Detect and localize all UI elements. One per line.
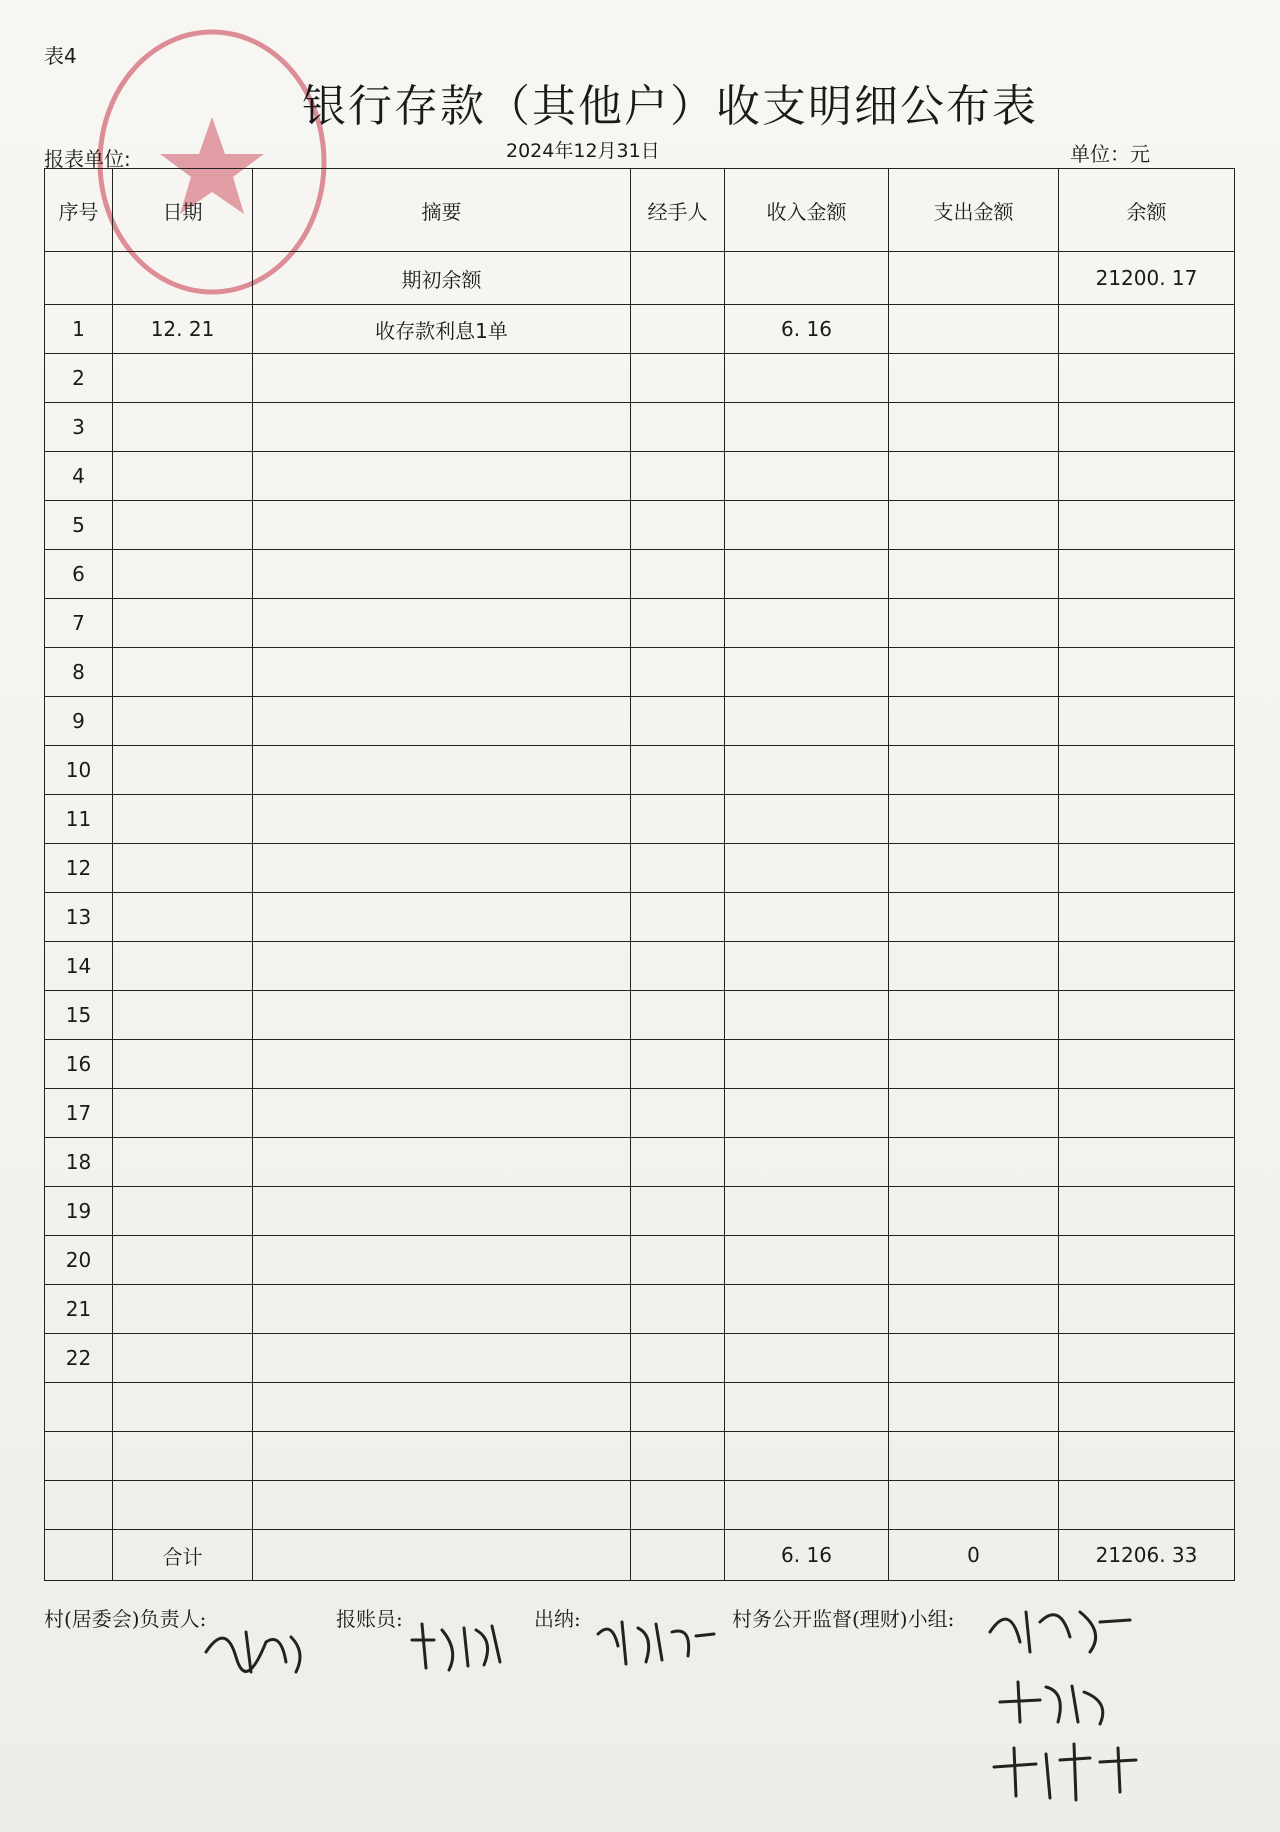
accountant-handwritten-signature bbox=[404, 1610, 514, 1676]
row-seq: 15 bbox=[45, 991, 113, 1040]
table-row bbox=[45, 1236, 1235, 1285]
col-header-seq: 序号 bbox=[45, 169, 113, 252]
table-row bbox=[45, 550, 1235, 599]
row-seq: 1 bbox=[45, 305, 113, 354]
total-balance: 21206. 33 bbox=[1059, 1530, 1235, 1581]
table-row bbox=[45, 1187, 1235, 1236]
total-row bbox=[45, 1530, 1235, 1581]
table-row-blank bbox=[45, 1432, 1235, 1481]
opening-summary: 期初余额 bbox=[253, 252, 631, 305]
ledger-table bbox=[44, 168, 1235, 1581]
supervisor-signature-label: 村务公开监督(理财)小组: bbox=[732, 1607, 955, 1631]
col-header-expense: 支出金额 bbox=[889, 169, 1059, 252]
row-seq: 20 bbox=[45, 1236, 113, 1285]
reporting-unit-label: 报表单位: bbox=[44, 147, 131, 171]
table-row bbox=[45, 942, 1235, 991]
row-seq: 4 bbox=[45, 452, 113, 501]
table-row bbox=[45, 697, 1235, 746]
opening-balance: 21200. 17 bbox=[1059, 252, 1235, 305]
row-income: 6. 16 bbox=[725, 305, 889, 354]
table-row bbox=[45, 746, 1235, 795]
row-seq: 5 bbox=[45, 501, 113, 550]
currency-unit: 单位：元 bbox=[1070, 142, 1150, 166]
cashier-handwritten-signature bbox=[592, 1606, 722, 1670]
table-row bbox=[45, 1334, 1235, 1383]
table-row bbox=[45, 1138, 1235, 1187]
row-seq: 7 bbox=[45, 599, 113, 648]
supervisor-handwritten-signatures bbox=[980, 1592, 1150, 1812]
total-income: 6. 16 bbox=[725, 1530, 889, 1581]
table-row bbox=[45, 893, 1235, 942]
header-row bbox=[45, 169, 1235, 252]
row-seq: 12 bbox=[45, 844, 113, 893]
col-header-handler: 经手人 bbox=[631, 169, 725, 252]
table-row bbox=[45, 452, 1235, 501]
table-row bbox=[45, 305, 1235, 354]
opening-balance-row bbox=[45, 252, 1235, 305]
row-seq: 16 bbox=[45, 1040, 113, 1089]
row-seq: 8 bbox=[45, 648, 113, 697]
col-header-income: 收入金额 bbox=[725, 169, 889, 252]
row-seq: 14 bbox=[45, 942, 113, 991]
row-expense bbox=[889, 305, 1059, 354]
cashier-signature-label: 出纳: bbox=[534, 1607, 581, 1631]
row-seq: 9 bbox=[45, 697, 113, 746]
row-date: 12. 21 bbox=[113, 305, 253, 354]
table-row bbox=[45, 795, 1235, 844]
table-row bbox=[45, 354, 1235, 403]
form-number: 表4 bbox=[44, 44, 77, 68]
row-seq: 10 bbox=[45, 746, 113, 795]
table-row-blank bbox=[45, 1383, 1235, 1432]
row-handler bbox=[631, 305, 725, 354]
row-seq: 6 bbox=[45, 550, 113, 599]
table-row bbox=[45, 991, 1235, 1040]
table-row-blank bbox=[45, 1481, 1235, 1530]
row-seq: 21 bbox=[45, 1285, 113, 1334]
col-header-date: 日期 bbox=[113, 169, 253, 252]
row-balance bbox=[1059, 305, 1235, 354]
table-row bbox=[45, 1040, 1235, 1089]
row-seq: 11 bbox=[45, 795, 113, 844]
row-summary: 收存款利息1单 bbox=[253, 305, 631, 354]
table-row bbox=[45, 403, 1235, 452]
row-seq: 18 bbox=[45, 1138, 113, 1187]
total-expense: 0 bbox=[889, 1530, 1059, 1581]
row-seq: 19 bbox=[45, 1187, 113, 1236]
row-seq: 2 bbox=[45, 354, 113, 403]
total-label: 合计 bbox=[113, 1530, 253, 1581]
accountant-signature-label: 报账员: bbox=[336, 1607, 403, 1631]
page-title: 银行存款（其他户）收支明细公布表 bbox=[302, 81, 1038, 132]
col-header-balance: 余额 bbox=[1059, 169, 1235, 252]
row-seq: 3 bbox=[45, 403, 113, 452]
head-handwritten-signature bbox=[196, 1612, 316, 1682]
head-signature-label: 村(居委会)负责人: bbox=[44, 1607, 207, 1631]
table-row bbox=[45, 1285, 1235, 1334]
table-row bbox=[45, 599, 1235, 648]
table-row bbox=[45, 1089, 1235, 1138]
table-row bbox=[45, 844, 1235, 893]
row-seq: 13 bbox=[45, 893, 113, 942]
table-row bbox=[45, 648, 1235, 697]
row-seq: 22 bbox=[45, 1334, 113, 1383]
row-seq: 17 bbox=[45, 1089, 113, 1138]
col-header-summary: 摘要 bbox=[253, 169, 631, 252]
report-date: 2024年12月31日 bbox=[506, 140, 660, 162]
table-row bbox=[45, 501, 1235, 550]
